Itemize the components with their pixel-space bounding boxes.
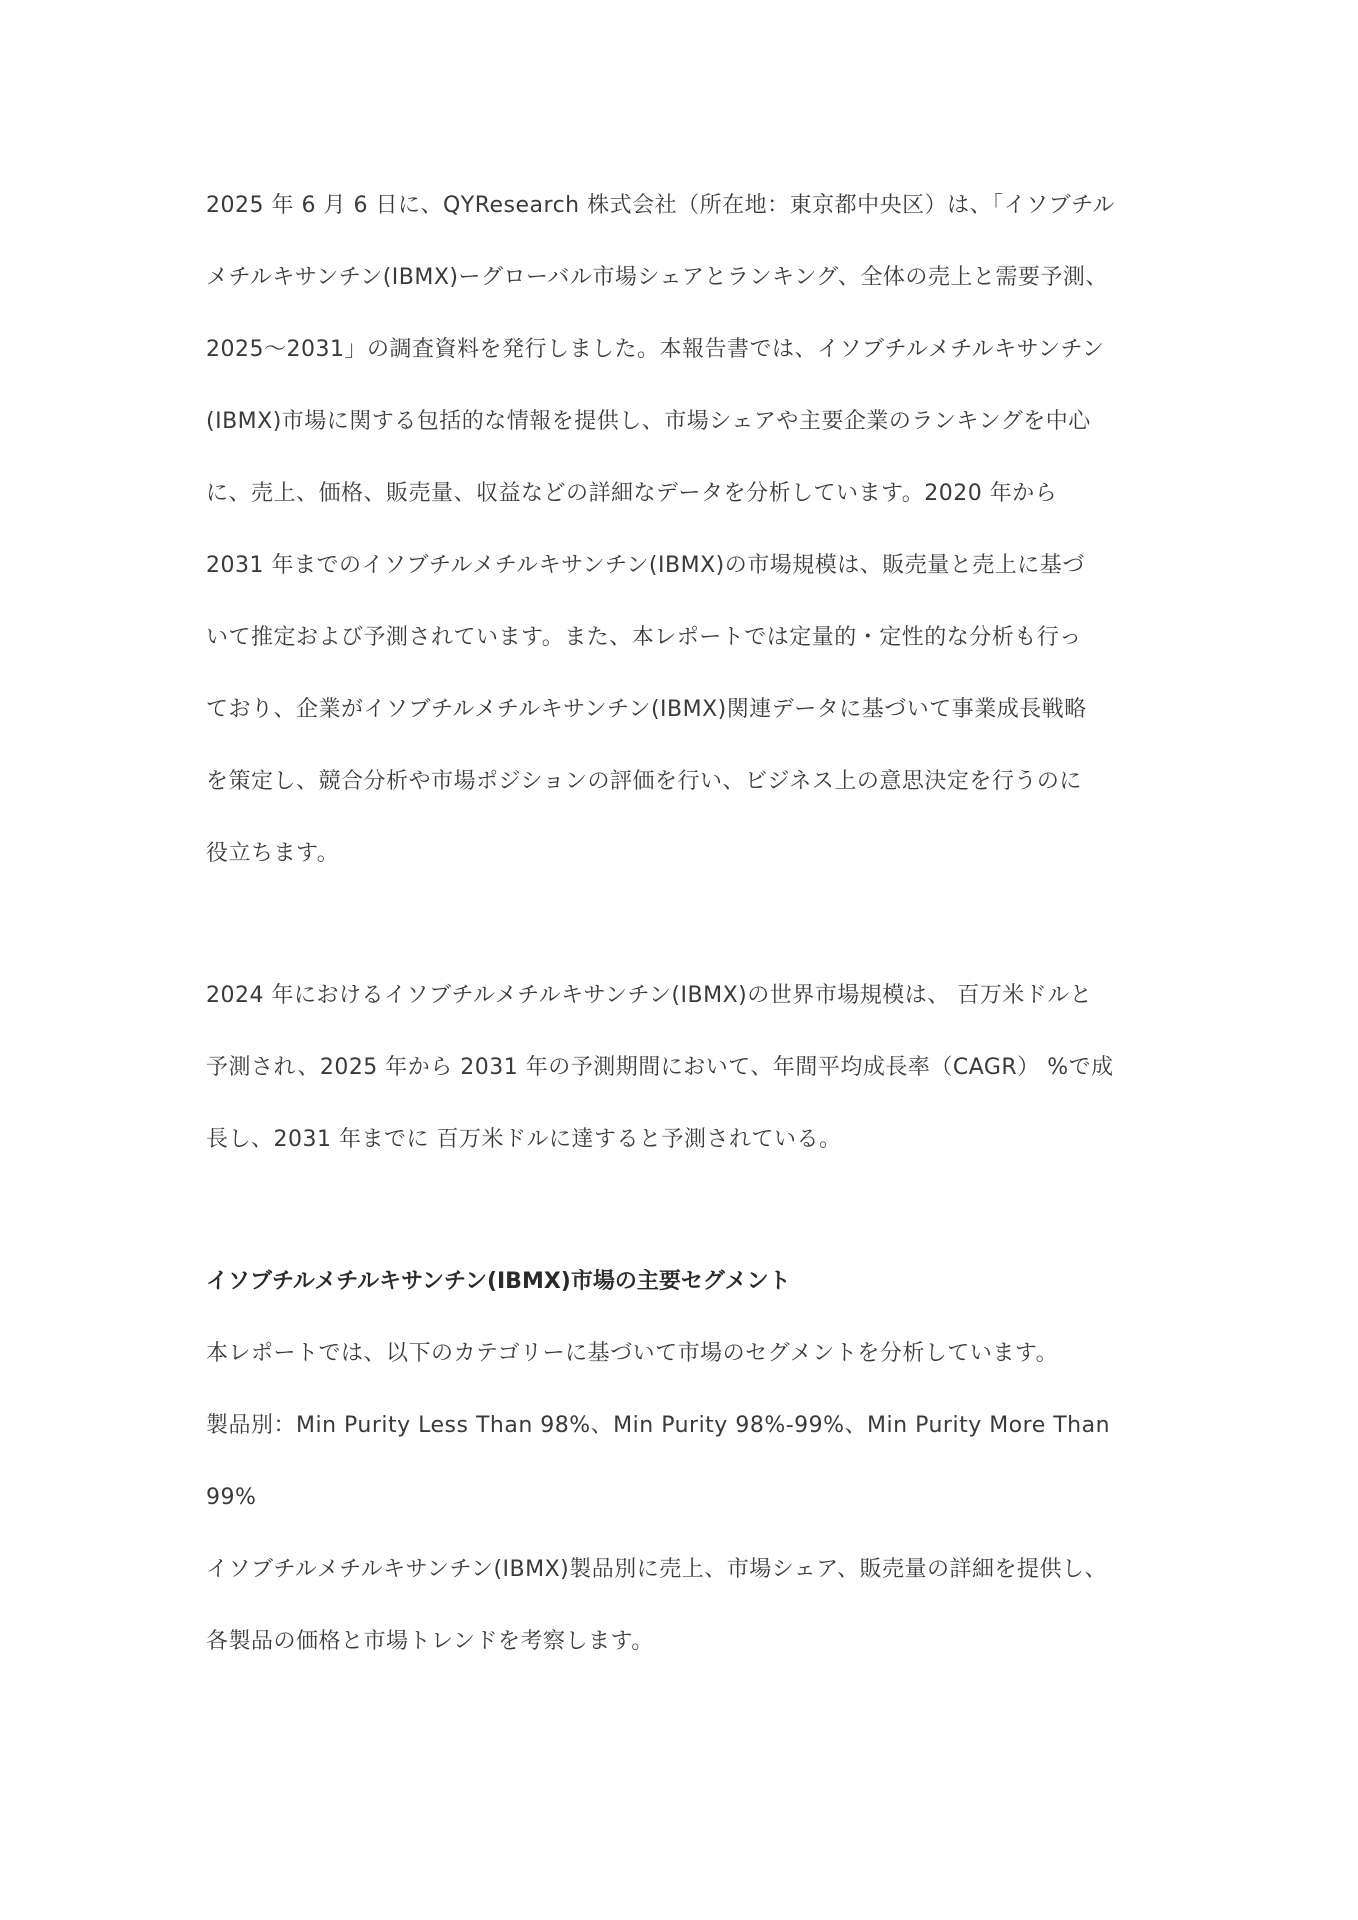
- spacer: [206, 890, 1158, 960]
- section-line: 99%: [206, 1485, 257, 1510]
- section-line: イソブチルメチルキサンチン(IBMX)製品別に売上、市場シェア、販売量の詳細を提供し、: [206, 1557, 1108, 1582]
- market-size-paragraph: [206, 960, 1158, 1176]
- paragraph-line: メチルキサンチン(IBMX)ーグローバル市場シェアとランキング、全体の売上と需要予測、: [206, 265, 1108, 290]
- paragraph-line: 2025 年 6 月 6 日に、QYResearch 株式会社（所在地：東京都中央区）は、「イソブチル: [206, 193, 1116, 218]
- paragraph-line: (IBMX)市場に関する包括的な情報を提供し、市場シェアや主要企業のランキングを中心: [206, 409, 1091, 434]
- paragraph-line: 予測され、2025 年から 2031 年の予測期間において、年間平均成長率（CAGR） %で成: [206, 1055, 1114, 1080]
- paragraph-line: 2031 年までのイソブチルメチルキサンチン(IBMX)の市場規模は、販売量と売上に基づ: [206, 553, 1085, 578]
- paragraph-line: 2025〜2031」の調査資料を発行しました。本報告書では、イソブチルメチルキサンチン: [206, 337, 1105, 362]
- document-page: [206, 170, 1158, 1678]
- paragraph-line: 長し、2031 年までに 百万米ドルに達すると予測されている。: [206, 1127, 842, 1152]
- section-line: 製品別：Min Purity Less Than 98%、Min Purity 98%-99%、Min Purity More Than: [206, 1413, 1111, 1438]
- section-line: 本レポートでは、以下のカテゴリーに基づいて市場のセグメントを分析しています。: [206, 1341, 1059, 1366]
- section-heading: イソブチルメチルキサンチン(IBMX)市場の主要セグメント: [206, 1269, 791, 1294]
- paragraph-line: 役立ちます。: [206, 841, 340, 866]
- paragraph-line: を策定し、競合分析や市場ポジションの評価を行い、ビジネス上の意思決定を行うのに: [206, 769, 1082, 794]
- paragraph-line: 2024 年におけるイソブチルメチルキサンチン(IBMX)の世界市場規模は、 百万米ドルと: [206, 983, 1093, 1008]
- section-line: 各製品の価格と市場トレンドを考察します。: [206, 1629, 654, 1654]
- paragraph-line: いて推定および予測されています。また、本レポートでは定量的・定性的な分析も行っ: [206, 625, 1082, 650]
- paragraph-line: ており、企業がイソブチルメチルキサンチン(IBMX)関連データに基づいて事業成長戦略: [206, 697, 1087, 722]
- paragraph-line: に、売上、価格、販売量、収益などの詳細なデータを分析しています。2020 年から: [206, 481, 1058, 506]
- intro-paragraph: [206, 170, 1158, 890]
- segment-section: [206, 1318, 1158, 1678]
- spacer: [206, 1176, 1158, 1246]
